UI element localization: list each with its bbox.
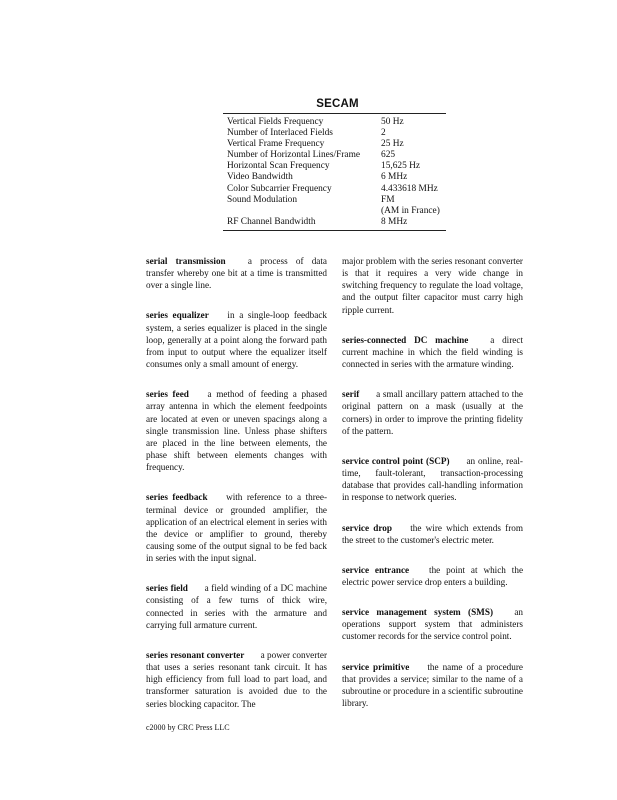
entry-term: series field <box>146 583 188 594</box>
secam-param: Vertical Fields Frequency <box>227 117 324 127</box>
secam-param: Video Bandwidth <box>227 172 293 183</box>
entry-continuation: major problem with the series resonant converter is that it requires a very wide change in switching frequency to regulate the load voltage, and the output filter capacitor must carry high ripple current. <box>342 256 523 315</box>
dictionary-entry <box>146 649 327 710</box>
copyright-footer: c2000 by CRC Press LLC <box>146 723 230 732</box>
secam-table-title: SECAM <box>316 98 359 110</box>
entry-definition: a process of data transfer whereby one bit at a time is transmitted over a single line. <box>146 256 327 291</box>
entry-definition: an online, real-time, fault-tolerant, transaction-processing database that provides call-handling information in response to network queries. <box>342 455 523 503</box>
dictionary-entry <box>342 522 523 546</box>
entry-term: service control point (SCP) <box>342 455 450 466</box>
entry-definition: with reference to a three-terminal device or grounded amplifier, the application of an electrical element in series with the device or amplifier to ground, thereby causing some of the output signal to be fed back in series with the input signal. <box>146 492 328 564</box>
entry-term: service entrance <box>342 564 410 575</box>
entry-term: series equalizer <box>146 310 209 321</box>
secam-param: Color Subcarrier Frequency <box>227 183 332 194</box>
secam-row <box>223 161 446 172</box>
secam-value: 8 MHz <box>381 216 408 227</box>
secam-param: RF Channel Bandwidth <box>227 216 316 227</box>
dictionary-entry <box>146 309 327 370</box>
entry-term: serial transmission <box>146 256 226 266</box>
secam-value: 625 <box>381 150 396 161</box>
dictionary-entry <box>342 334 523 370</box>
secam-value: (AM in France) <box>381 205 440 216</box>
entry-term: series resonant converter <box>146 649 245 660</box>
entry-term: series feed <box>146 389 189 400</box>
secam-row <box>223 184 446 195</box>
dictionary-entry <box>146 388 327 473</box>
secam-value: 25 Hz <box>381 139 404 150</box>
entry-definition: the wire which extends from the street to the customer's electric meter. <box>342 522 523 545</box>
secam-row <box>223 195 446 206</box>
entry-term: serif <box>342 389 360 400</box>
secam-row <box>223 139 446 150</box>
right-column <box>342 255 523 727</box>
dictionary-entry <box>146 255 327 291</box>
entry-definition: a small ancillary pattern attached to the original pattern on a mask (usually at the corners) in order to improve the printing fidelity of the pattern. <box>342 389 524 436</box>
secam-row <box>223 150 446 161</box>
dictionary-entry <box>342 606 523 642</box>
dictionary-entry <box>146 582 327 631</box>
secam-row <box>223 217 446 228</box>
secam-value: 6 MHz <box>381 172 408 183</box>
entry-definition: a direct current machine in which the field winding is connected in series with the armature winding. <box>342 334 523 370</box>
secam-param: Number of Horizontal Lines/Frame <box>227 150 361 161</box>
secam-value: 2 <box>381 128 386 139</box>
secam-value: 50 Hz <box>381 117 404 127</box>
secam-param: Sound Modulation <box>227 194 298 205</box>
secam-value: 15,625 Hz <box>381 161 421 172</box>
secam-param <box>223 206 381 217</box>
secam-param: Vertical Frame Frequency <box>227 139 325 150</box>
entry-term: series feedback <box>146 492 208 503</box>
entry-definition: a field winding of a DC machine consisting of a few turns of thick wire, connected in series with the armature and carrying full armature current. <box>146 583 327 630</box>
secam-param: Horizontal Scan Frequency <box>227 161 330 172</box>
entry-definition: a method of feeding a phased array antenna in which the element feedpoints are located at even or uneven spacings along a single transmission line. Unless phase shifters are placed in the line between elements, the phase shift between elements changes with frequency. <box>146 389 328 473</box>
entry-definition: the point at which the electric power service drop enters a building. <box>342 564 524 587</box>
secam-param: Number of Interlaced Fields <box>227 128 333 139</box>
dictionary-entry <box>342 564 523 588</box>
secam-spec-table <box>223 113 446 231</box>
secam-value: FM <box>381 194 395 205</box>
entry-definition: a power converter that uses a series resonant tank circuit. It has high efficiency from full load to part load, and transformer saturation is avoided due to the series blocking capacitor. The <box>146 649 327 709</box>
secam-row <box>223 172 446 183</box>
entry-term: service drop <box>342 522 392 533</box>
entry-term: service management system (SMS) <box>342 607 494 618</box>
entry-definition: an operations support system that administers customer records for the service control point. <box>342 607 523 642</box>
dictionary-entry <box>342 661 523 710</box>
secam-row <box>223 206 446 217</box>
secam-row <box>223 117 446 128</box>
entry-term: service primitive <box>342 661 410 672</box>
dictionary-entry <box>342 388 523 437</box>
secam-value: 4.433618 MHz <box>381 183 438 194</box>
left-column <box>146 255 327 728</box>
entry-definition: in a single-loop feedback system, a series equalizer is placed in the single loop, generally at a point along the forward path from input to output where the equalizer itself consumes only a small amount of energy. <box>146 310 328 370</box>
secam-row <box>223 128 446 139</box>
dictionary-entry <box>146 491 327 564</box>
entry-term: series-connected DC machine <box>342 334 469 345</box>
entry-definition: the name of a procedure that provides a service; similar to the name of a subroutine or procedure in a scientific subroutine library. <box>342 661 524 709</box>
dictionary-entry <box>342 455 523 504</box>
